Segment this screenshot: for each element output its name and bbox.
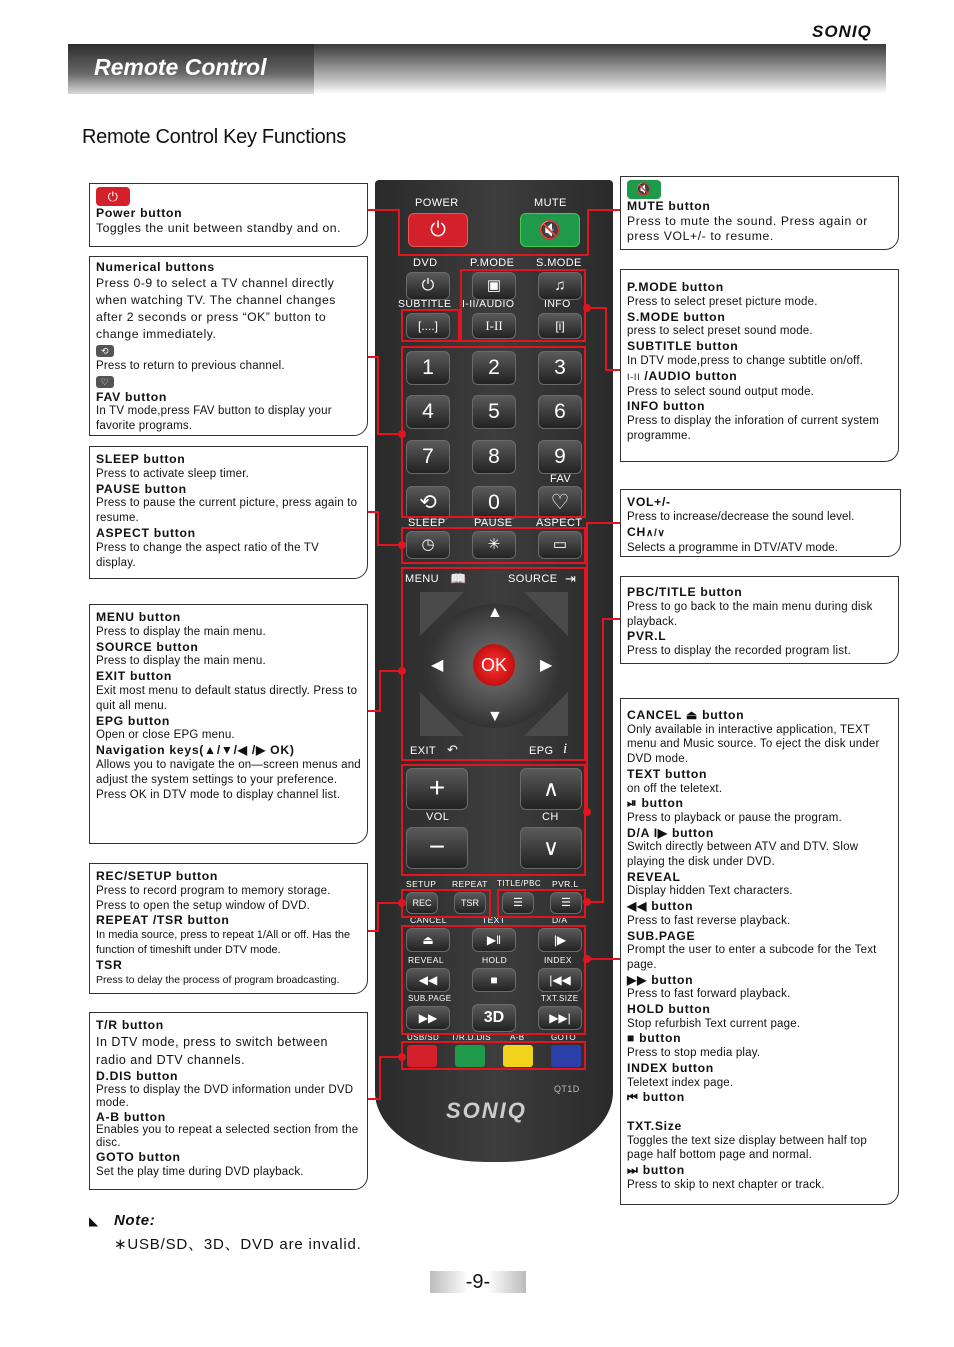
leader-dot: [583, 304, 591, 312]
section-title: Remote Control Key Functions: [82, 126, 346, 148]
digit-1-button[interactable]: 1: [406, 351, 450, 385]
digit-0-button[interactable]: 0: [472, 486, 516, 520]
picture-icon: ▣: [486, 277, 502, 294]
highlight-subtitle: [401, 309, 460, 342]
highlight-numerals: [401, 346, 586, 518]
digit-3-button[interactable]: 3: [538, 351, 582, 385]
mute-button[interactable]: [520, 213, 580, 247]
leader-line: [398, 209, 400, 255]
trdis-label: T/R.D.DIS: [451, 1033, 492, 1042]
play-pause-icon: ▶‖: [486, 933, 502, 947]
page-title: Remote Control: [94, 54, 267, 80]
plus-icon: +: [428, 772, 446, 803]
titlepbc-label: TITLE/PBC: [497, 879, 542, 888]
chevron-down-icon: ∨: [542, 835, 560, 860]
leader-dot: [398, 541, 406, 549]
leader-line: [586, 522, 588, 812]
leader-line: [398, 254, 588, 256]
note-text: ∗USB/SD、3D、DVD are invalid.: [114, 1236, 362, 1253]
tr-box: T/R button In DTV mode, press to switch between radio and DTV channels. D.DIS button Press to display the DVD information under DVD mode. A-B button Enables you to repeat a selected section from the disc. GOTO button Set the play time during DVD playback.: [89, 1012, 368, 1190]
skip-forward-icon: ▶▶|: [549, 1011, 571, 1025]
power-label: POWER: [415, 197, 459, 209]
leader-dot: [583, 808, 591, 816]
leader-line: [586, 958, 620, 960]
highlight-vol: [401, 764, 586, 876]
digit-4-button[interactable]: 4: [406, 395, 450, 429]
leader-line: [586, 522, 620, 524]
vol-label: VOL: [426, 811, 450, 823]
page-number: -9-: [430, 1271, 526, 1293]
leader-line: [587, 209, 620, 211]
leader-line: [377, 902, 379, 932]
index-label: INDEX: [544, 955, 572, 965]
da-label: D/A: [552, 915, 568, 925]
epg-info-icon: i: [563, 741, 568, 757]
dvd-button[interactable]: [406, 272, 450, 300]
repeat-label: REPEAT: [452, 879, 488, 889]
digit-7-button[interactable]: 7: [406, 440, 450, 474]
nav-right-button[interactable]: ▶: [540, 657, 553, 674]
highlight-pbc: [497, 889, 586, 918]
exit-label: EXIT: [410, 745, 437, 757]
source-icon: ⇥: [565, 571, 577, 586]
3d-icon: 3D: [483, 1009, 505, 1026]
text-label: TEXT: [482, 915, 506, 925]
dvd-label: DVD: [413, 257, 438, 269]
sleep-label: SLEEP: [408, 517, 446, 529]
sound-icon: ♫: [554, 277, 566, 294]
sleep-timer-icon: ◷: [421, 536, 435, 553]
leader-line: [587, 209, 589, 255]
freeze-icon: ✳: [487, 536, 501, 553]
leader-dot: [583, 955, 591, 963]
fav-heart-icon: ♡: [96, 376, 114, 388]
highlight-color: [401, 1041, 586, 1070]
mute-speaker-icon: 🔇: [627, 180, 661, 199]
aspect-icon: ▭: [552, 536, 568, 553]
highlight-media: [401, 925, 586, 1035]
eject-icon: ⏏: [422, 933, 434, 947]
digit-9-button[interactable]: 9: [538, 440, 582, 474]
digit-6-button[interactable]: 6: [538, 395, 582, 429]
audio-button[interactable]: I-II: [472, 313, 516, 339]
brand-logo: SONIQ: [812, 22, 872, 41]
nav-down-button[interactable]: ▼: [487, 708, 503, 725]
goto-label: GOTO: [551, 1033, 577, 1042]
mute-speaker-icon: 🔇: [538, 220, 562, 240]
epg-label: EPG: [529, 745, 554, 757]
heart-icon: ♡: [550, 491, 570, 514]
subpage-label: SUB.PAGE: [408, 994, 452, 1003]
cancel-box: CANCEL ⏏ button Only available in interactive application, TEXT menu and Music source. To eject the disk under DVD mode. TEXT button on off the teletext. ⏯ button Press to playback or pause the program. D/A I▶ button Switch directly between ATV and DTV. Slow playing the disk under DVD. REVEAL Display hidden Text characters. ◀◀ button Press to fast reverse playback. SUB.PAGE Prompt the user to enter a subcode for the Text page. ▶▶ button Press to fast forward playback. HOLD button Stop refurbish Text current page. ■ button Press to stop media play. INDEX button Teletext index page. ⏮ button TXT.Size Toggles the text size display between half top page half bottom page and normal. ⏭ button Press to skip to next chapter or track.: [620, 698, 899, 1205]
highlight-sleep: [401, 527, 586, 564]
power-box: ⏻ Power button Toggles the unit between standby and on.: [89, 183, 368, 247]
skip-back-icon: |◀◀: [549, 973, 571, 987]
power-icon: ⏻: [96, 187, 130, 206]
txtsize-label: TXT.SIZE: [541, 994, 579, 1003]
leader-line: [377, 356, 379, 434]
leader-dot: [398, 667, 406, 675]
exit-icon: ↶: [447, 742, 459, 757]
leader-line: [377, 511, 379, 545]
highlight-rec: [401, 889, 491, 918]
leader-dot: [398, 899, 406, 907]
cancel-label: CANCEL: [410, 915, 447, 925]
leader-line: [379, 1056, 381, 1100]
rec-button[interactable]: REC: [406, 892, 438, 914]
info-label: INFO: [544, 298, 571, 310]
book-icon: 📖: [450, 571, 467, 586]
leader-line: [605, 307, 607, 370]
power-button[interactable]: [408, 213, 468, 247]
digit-8-button[interactable]: 8: [472, 440, 516, 474]
note-title: Note:: [114, 1212, 156, 1229]
stop-icon: ■: [490, 973, 498, 987]
nav-left-button[interactable]: ◀: [431, 657, 444, 674]
source-label: SOURCE: [508, 573, 558, 585]
info-icon: [i]: [555, 319, 565, 333]
ab-label: A-B: [510, 1033, 525, 1042]
numerical-box: Numerical buttons Press 0-9 to select a TV channel directly when watching TV. The channel changes after 2 seconds or press “OK” button to change immediately. ⟲ Press to return to previous channel. ♡ FAV button In TV mode,press FAV button to display your favorite programs.: [89, 256, 368, 436]
leader-dot: [583, 898, 591, 906]
smode-label: S.MODE: [536, 257, 582, 269]
menu-box: MENU button Press to display the main menu. SOURCE button Press to display the main menu. EXIT button Exit most menu to default status directly. Press to quit all menu. EPG button Open or close EPG menu. Navigation keys(▲/▼/◀ /▶ OK) Allows you to navigate the on—screen menus and adjust the system settings to your preference. Press OK in DTV mode to display channel list.: [89, 604, 368, 844]
leader-dot: [398, 430, 406, 438]
pvrl-label: PVR.L: [552, 879, 579, 889]
vol-box: VOL+/- Press to increase/decrease the sound level. CH∧/∨ Selects a programme in DTV/ATV mode.: [620, 489, 901, 557]
aspect-label: ASPECT: [536, 517, 583, 529]
dvd-power-icon: ⏻: [421, 277, 435, 294]
model-label: QT1D: [554, 1084, 580, 1094]
power-icon: ⏻: [430, 219, 446, 241]
reveal-label: REVEAL: [408, 955, 444, 965]
note-arrow-icon: ◣: [89, 1214, 99, 1228]
return-icon: ⟲: [419, 491, 437, 514]
fav-label: FAV: [550, 473, 572, 485]
highlight-nav: [401, 567, 586, 761]
pmode-box: P.MODE button Press to select preset picture mode. S.MODE button press to select preset sound mode. SUBTITLE button In DTV mode,press to change subtitle on/off. I-II /AUDIO button Press to select sound output mode. INFO button Press to display the inforation of current system programme.: [620, 269, 899, 462]
leader-line: [602, 618, 604, 902]
rec-box: REC/SETUP button Press to record program to memory storage. Press to open the setup window of DVD. REPEAT /TSR button In media source, press to repeat 1/All or off. Has the function of timeshift under DTV mode. TSR Press to delay the process of program broadcasting.: [89, 863, 368, 994]
digit-5-button[interactable]: 5: [472, 395, 516, 429]
digit-2-button[interactable]: 2: [472, 351, 516, 385]
pause-label: PAUSE: [474, 517, 513, 529]
menu-label: MENU: [405, 573, 439, 585]
fast-forward-icon: ▶▶: [418, 1011, 438, 1025]
ok-button[interactable]: OK: [473, 644, 515, 686]
leader-line: [379, 670, 381, 712]
return-icon: ⟲: [96, 345, 114, 357]
leader-line: [605, 369, 620, 371]
pmode-label: P.MODE: [470, 257, 515, 269]
minus-icon: −: [428, 831, 446, 862]
hold-label: HOLD: [482, 955, 508, 965]
sleep-box: SLEEP button Press to activate sleep timer. PAUSE button Press to pause the current picture, press again to resume. ASPECT button Press to change the aspect ratio of the TV display.: [89, 446, 368, 579]
list-icon: ☰: [513, 897, 523, 909]
leader-line: [602, 618, 620, 620]
highlight-pmode: [460, 269, 586, 342]
slow-icon: |▶: [553, 933, 567, 947]
leader-dot: [398, 1053, 406, 1061]
subtitle-icon: [....]: [417, 319, 438, 333]
tsr-button[interactable]: TSR: [454, 892, 486, 914]
mute-label: MUTE: [534, 197, 567, 209]
usbsd-label: USB/SD: [407, 1033, 440, 1042]
nav-up-button[interactable]: ▲: [487, 604, 503, 621]
remote-logo: SONIQ: [446, 1098, 527, 1123]
list-icon: ☰: [561, 897, 571, 909]
mute-box: 🔇 MUTE button Press to mute the sound. Press again or press VOL+/- to resume.: [620, 176, 899, 250]
leader-line: [368, 209, 398, 211]
pbc-box: PBC/TITLE button Press to go back to the main menu during disk playback. PVR.L Press to display the recorded program list.: [620, 576, 899, 664]
ch-label: CH: [542, 811, 559, 823]
subtitle-label: SUBTITLE: [398, 298, 452, 310]
rewind-icon: ◀◀: [418, 973, 438, 987]
chevron-up-icon: ∧: [542, 776, 560, 801]
setup-label: SETUP: [406, 879, 437, 889]
audio-label: I-II/AUDIO: [462, 298, 515, 310]
